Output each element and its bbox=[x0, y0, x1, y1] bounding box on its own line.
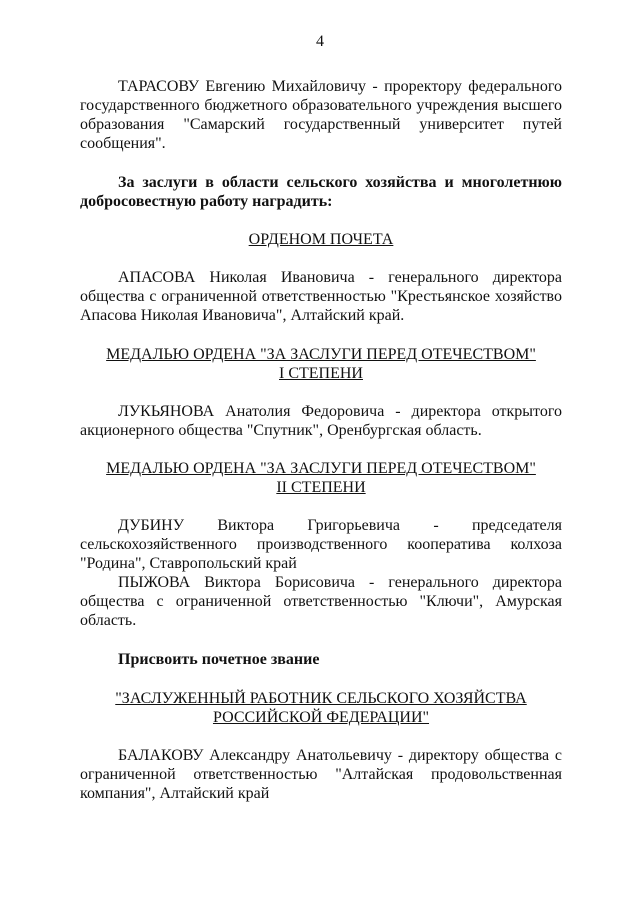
paragraph-pyzhov: ПЫЖОВА Виктора Борисовича - генерального директора общества с ограниченной ответственностью "Ключи", Амурская область. bbox=[80, 574, 562, 629]
award-heading-medal-2-line2: II СТЕПЕНИ bbox=[276, 479, 366, 496]
paragraph-tarasov: ТАРАСОВУ Евгению Михайловичу - проректору федерального государственного бюджетного образовательного учреждения высшего образования "Самарский государственный университет путей сообщения". bbox=[80, 78, 562, 152]
honorary-title-heading bbox=[80, 689, 562, 727]
award-heading-medal-1-line2: I СТЕПЕНИ bbox=[279, 365, 363, 382]
paragraph-apasov: АПАСОВА Николая Ивановича - генерального директора общества с ограниченной ответственностью "Крестьянское хозяйство Апасова Николая Ивановича", Алтайский край. bbox=[80, 269, 562, 324]
award-heading-order-pocheta: ОРДЕНОМ ПОЧЕТА bbox=[248, 231, 394, 248]
honorary-title-heading-line1: "ЗАСЛУЖЕННЫЙ РАБОТНИК СЕЛЬСКОГО ХОЗЯЙСТВА bbox=[115, 690, 527, 707]
award-heading-medal-2 bbox=[80, 459, 562, 497]
award-heading-medal-2-line1: МЕДАЛЬЮ ОРДЕНА "ЗА ЗАСЛУГИ ПЕРЕД ОТЕЧЕСТВОМ" bbox=[106, 460, 536, 477]
page-number: 4 bbox=[316, 33, 324, 50]
award-heading-medal-1-line1: МЕДАЛЬЮ ОРДЕНА "ЗА ЗАСЛУГИ ПЕРЕД ОТЕЧЕСТВОМ" bbox=[106, 346, 536, 363]
paragraph-dubina: ДУБИНУ Виктора Григорьевича - председателя сельскохозяйственного производственного кооператива колхоза "Родина", Ставропольский край bbox=[80, 517, 562, 572]
paragraph-balakov: БАЛАКОВУ Александру Анатольевичу - директору общества с ограниченной ответственностью "Алтайская продовольственная компания", Алтайский край bbox=[80, 747, 562, 802]
decree-heading-award: За заслуги в области сельского хозяйства и многолетнюю добросовестную работу наградить: bbox=[80, 174, 562, 210]
honorary-title-heading-line2: РОССИЙСКОЙ ФЕДЕРАЦИИ" bbox=[212, 709, 430, 726]
award-heading-medal-1 bbox=[80, 345, 562, 383]
paragraph-lukyanov: ЛУКЬЯНОВА Анатолия Федоровича - директора открытого акционерного общества "Спутник", Оренбургская область. bbox=[80, 403, 562, 439]
decree-heading-title: Присвоить почетное звание bbox=[118, 651, 320, 668]
document-body bbox=[80, 77, 562, 803]
